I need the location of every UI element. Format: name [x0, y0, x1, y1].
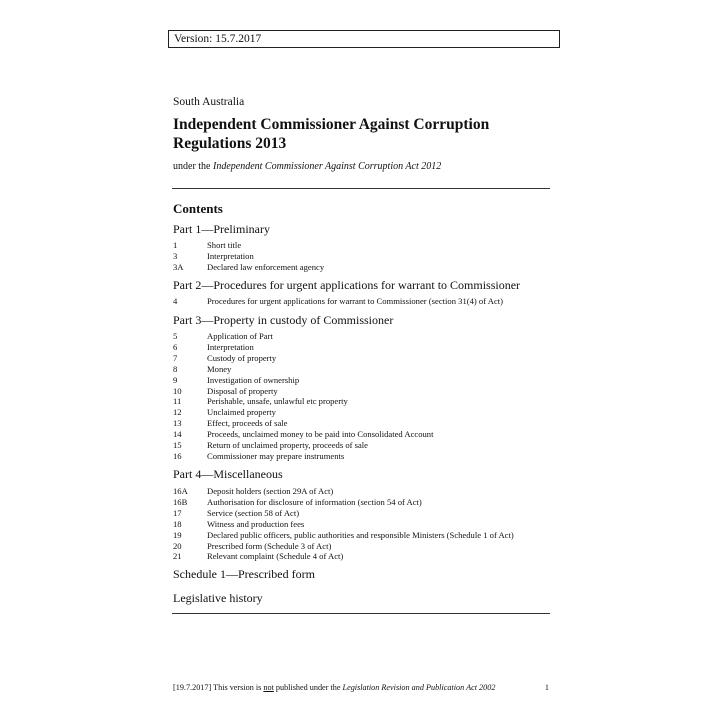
- section-title: Short title: [207, 240, 242, 250]
- jurisdiction: South Australia: [173, 96, 245, 108]
- contents-heading: Contents: [173, 201, 223, 216]
- toc-entry[interactable]: [173, 530, 514, 541]
- footer-text: This version is: [211, 683, 264, 692]
- page-number: 1: [544, 683, 549, 692]
- part-2-entries: [173, 296, 503, 307]
- toc-entry[interactable]: [173, 251, 324, 262]
- section-title: Witness and production fees: [207, 518, 305, 529]
- section-title: Return of unclaimed property, proceeds of sale: [207, 440, 368, 451]
- legislative-history-heading[interactable]: Legislative history: [173, 591, 263, 605]
- section-title: Custody of property: [207, 352, 277, 363]
- title-divider: [172, 188, 550, 189]
- section-title: Prescribed form (Schedule 3 of Act): [207, 540, 332, 551]
- section-title: Authorisation for disclosure of information (section 54 of Act): [207, 496, 422, 507]
- enabling-act-line: [173, 161, 441, 172]
- toc-entry[interactable]: [173, 396, 434, 407]
- toc-entry[interactable]: [173, 386, 434, 397]
- section-number: 13: [173, 418, 182, 429]
- section-title: Relevant complaint (Schedule 4 of Act): [207, 551, 344, 562]
- section-number: 10: [173, 385, 182, 396]
- section-title: Unclaimed property: [207, 407, 276, 418]
- section-number: 14: [173, 429, 182, 440]
- toc-entry[interactable]: [173, 497, 514, 508]
- part-3-entries: [173, 331, 434, 462]
- toc-entry[interactable]: [173, 240, 324, 251]
- toc-entry[interactable]: [173, 364, 434, 375]
- toc-entry[interactable]: [173, 418, 434, 429]
- toc-entry[interactable]: [173, 451, 434, 462]
- page-footer: [173, 683, 549, 692]
- section-title: Interpretation: [207, 250, 254, 261]
- section-title: Perishable, unsafe, unlawful etc property: [207, 396, 348, 407]
- section-title: Disposal of property: [207, 385, 278, 396]
- section-number: 15: [173, 440, 182, 451]
- section-number: 16: [173, 450, 182, 461]
- toc-entry[interactable]: [173, 486, 514, 497]
- toc-entry[interactable]: [173, 342, 434, 353]
- toc-entry[interactable]: [173, 407, 434, 418]
- section-number: 18: [173, 518, 182, 529]
- toc-entry[interactable]: [173, 551, 514, 562]
- section-title: Declared public officers, public authorities and responsible Ministers (Schedule 1 of Act): [207, 529, 514, 540]
- toc-entry[interactable]: [173, 331, 434, 342]
- toc-entry[interactable]: [173, 508, 514, 519]
- section-number: 8: [173, 363, 178, 374]
- section-number: 17: [173, 507, 182, 518]
- toc-entry[interactable]: [173, 353, 434, 364]
- section-title: Proceeds, unclaimed money to be paid into Consolidated Account: [207, 429, 434, 440]
- section-number: 20: [173, 540, 182, 551]
- footer-text-2: published under the: [273, 683, 343, 692]
- toc-entry[interactable]: [173, 519, 514, 530]
- section-title: Service (section 58 of Act): [207, 507, 300, 518]
- section-number: 1: [173, 240, 178, 250]
- part-3-heading: Part 3—Property in custody of Commissioner: [173, 313, 394, 327]
- section-title: Effect, proceeds of sale: [207, 418, 288, 429]
- toc-entry[interactable]: [173, 375, 434, 386]
- part-4-heading: Part 4—Miscellaneous: [173, 467, 283, 481]
- section-number: 3: [173, 250, 178, 261]
- part-4-entries: [173, 486, 514, 562]
- section-number: 7: [173, 352, 178, 363]
- section-title: Interpretation: [207, 341, 254, 352]
- footer-date: [19.7.2017]: [173, 683, 212, 692]
- footer-not: not: [263, 683, 274, 692]
- footer-notice: [173, 683, 495, 692]
- toc-entry[interactable]: [173, 262, 324, 273]
- toc-entry[interactable]: [173, 296, 503, 307]
- version-box: [168, 30, 560, 48]
- contents-divider: [172, 613, 550, 614]
- toc-entry[interactable]: [173, 429, 434, 440]
- document-title: Independent Commissioner Against Corruption Regulations 2013: [173, 116, 490, 152]
- part-1-entries: [173, 240, 324, 273]
- section-title: Declared law enforcement agency: [207, 261, 325, 272]
- section-number: 11: [173, 396, 182, 407]
- version-label: Version: 15.7.2017: [174, 33, 262, 45]
- footer-act: Legislation Revision and Publication Act 2002: [342, 683, 496, 692]
- section-title: Application of Part: [207, 331, 273, 341]
- section-number: 12: [173, 407, 182, 418]
- section-title: Money: [207, 363, 232, 374]
- enabling-act: Independent Commissioner Against Corruption Act 2012: [213, 161, 442, 172]
- section-title: Commissioner may prepare instruments: [207, 450, 345, 461]
- section-number: 9: [173, 374, 178, 385]
- section-number: 16A: [173, 486, 188, 496]
- section-number: 21: [173, 551, 182, 562]
- section-number: 19: [173, 529, 182, 540]
- section-number: 3A: [173, 261, 184, 272]
- toc-entry[interactable]: [173, 440, 434, 451]
- section-number: 6: [173, 341, 178, 352]
- section-number: 16B: [173, 496, 188, 507]
- section-title: Deposit holders (section 29A of Act): [207, 486, 334, 496]
- section-title: Investigation of ownership: [207, 374, 300, 385]
- under-prefix: under the: [173, 161, 213, 172]
- section-number: 5: [173, 331, 178, 341]
- part-2-heading: Part 2—Procedures for urgent applications for warrant to Commissioner: [173, 278, 521, 292]
- section-number: 4: [173, 296, 178, 306]
- schedule-heading[interactable]: Schedule 1—Prescribed form: [173, 567, 315, 581]
- toc-entry[interactable]: [173, 541, 514, 552]
- section-title: Procedures for urgent applications for warrant to Commissioner (section 31(4) of Act): [207, 296, 504, 306]
- part-1-heading: Part 1—Preliminary: [173, 222, 270, 236]
